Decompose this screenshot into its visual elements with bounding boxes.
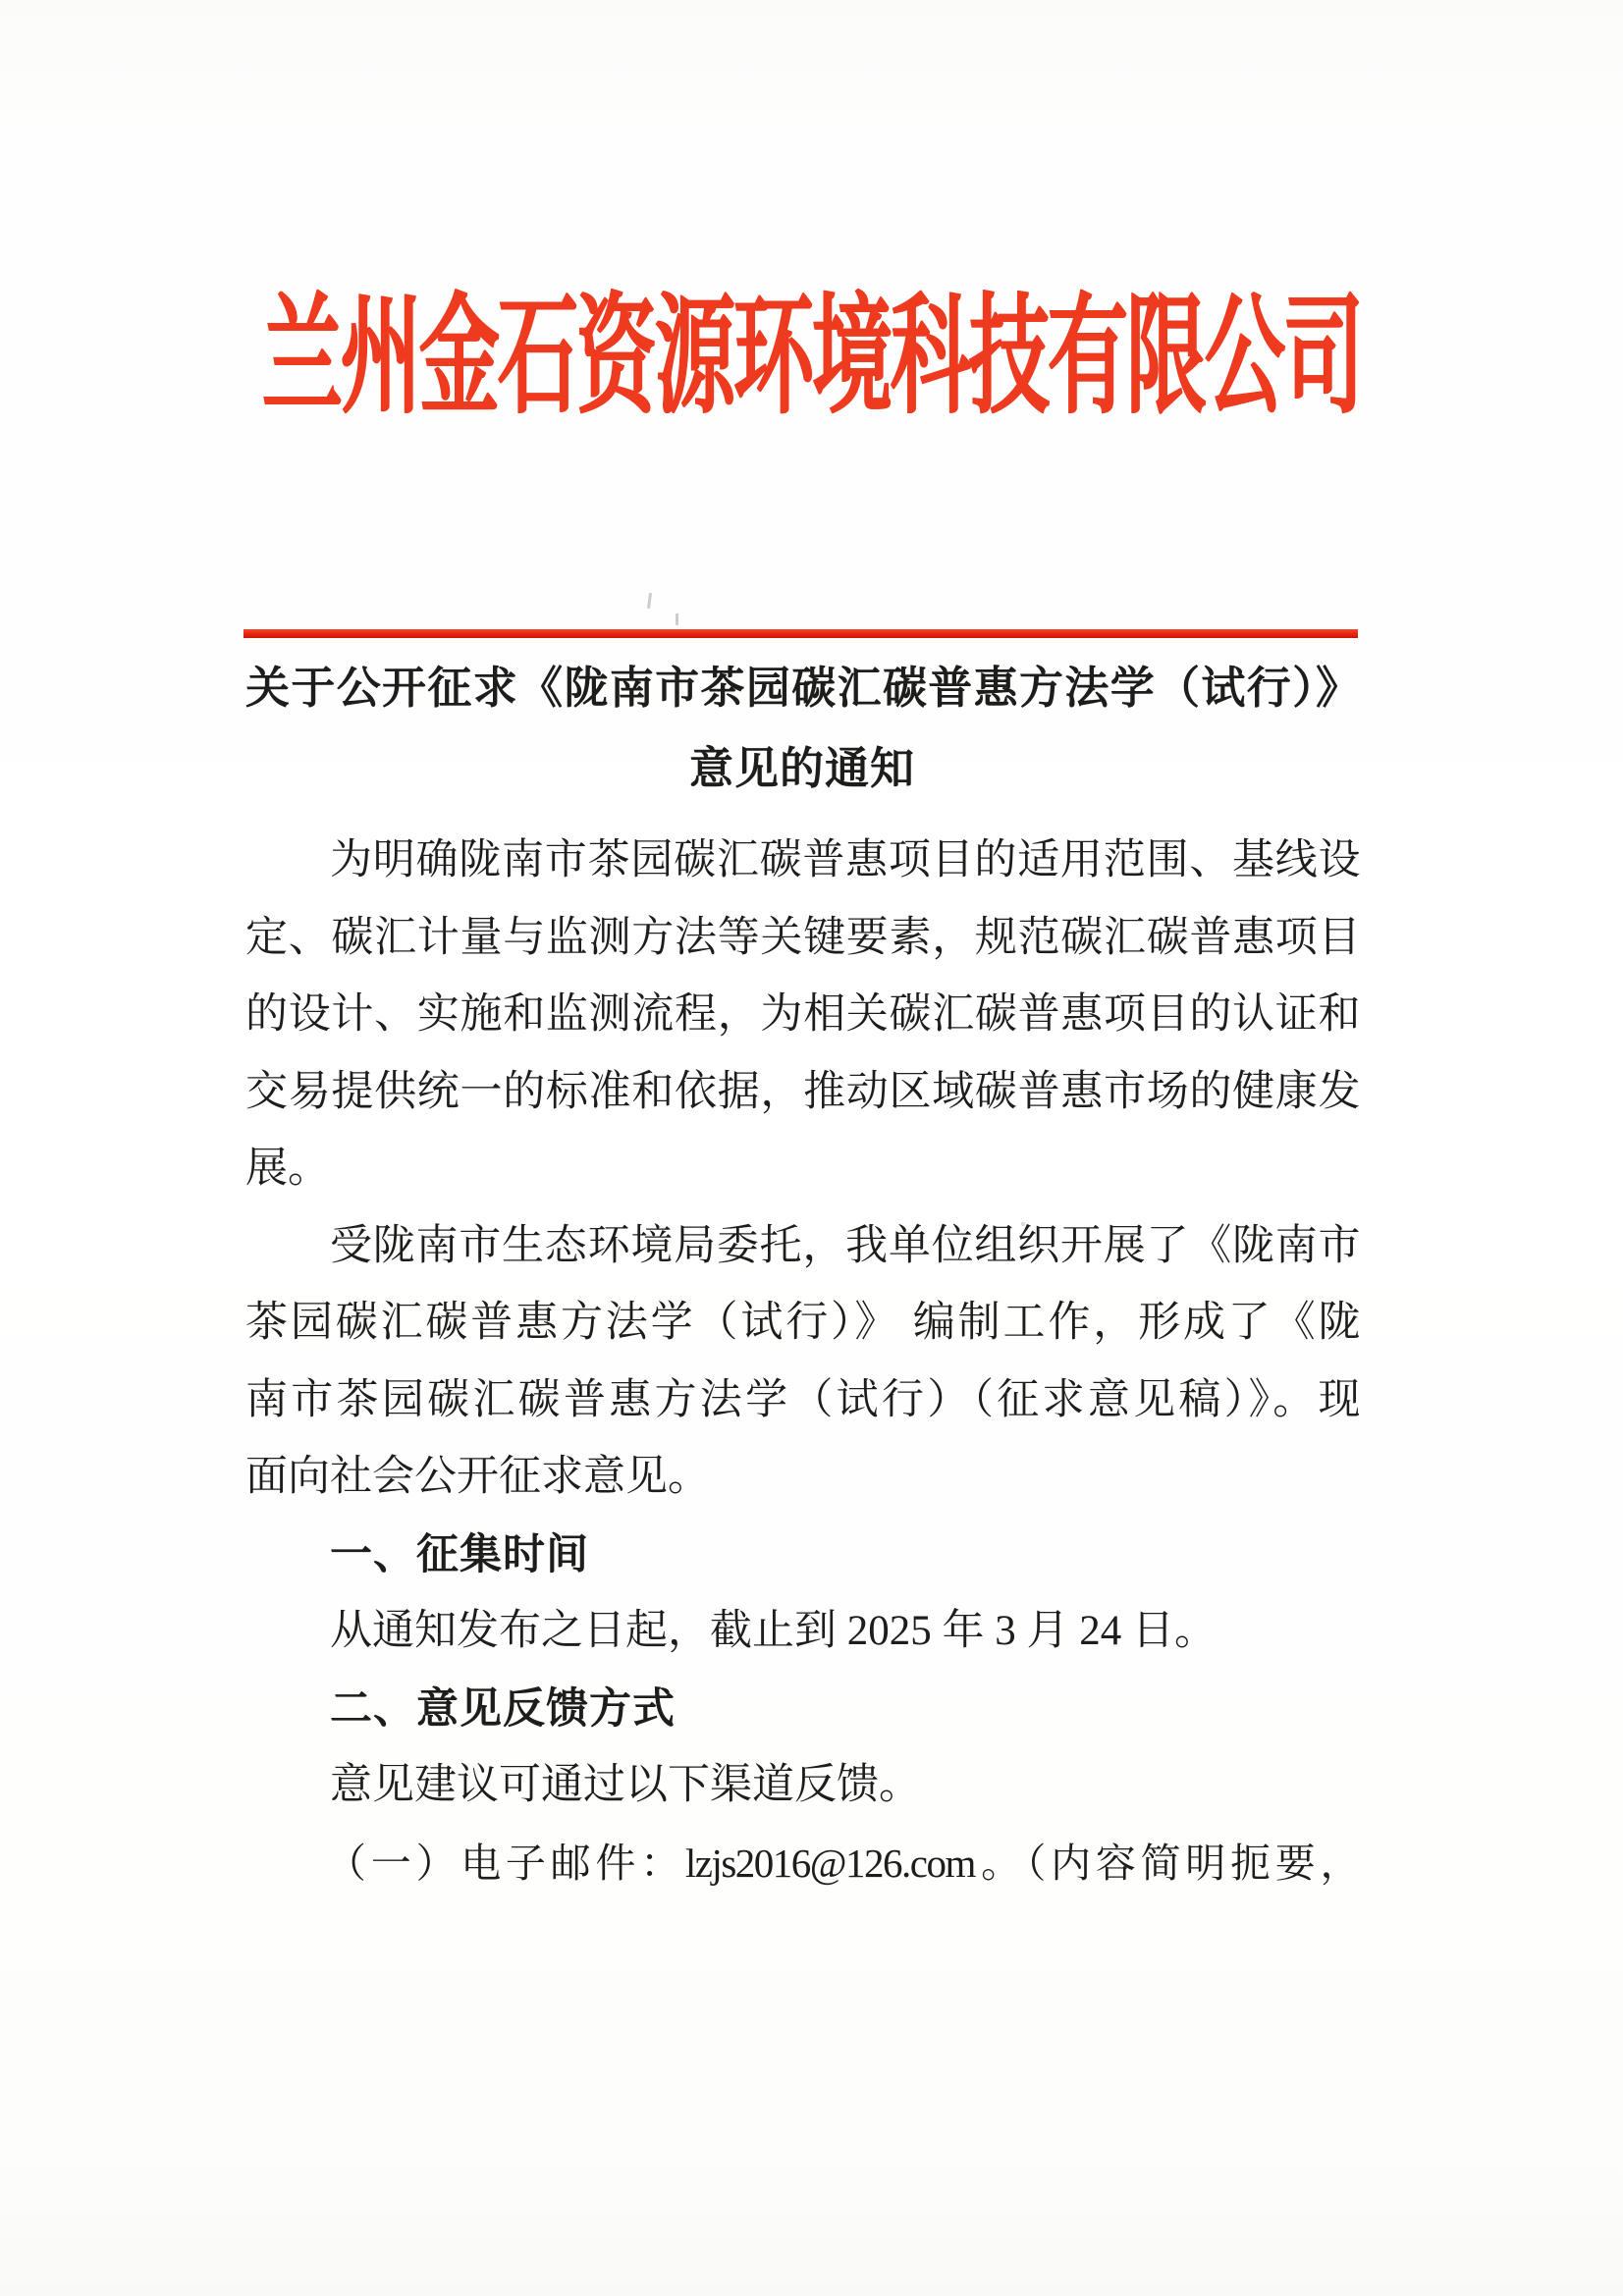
body-line: 展。 [245,1146,330,1192]
scan-speck [1021,1222,1025,1226]
body-line: 茶园碳汇碳普惠方法学（试行）》 编制工作，形成了《陇 [245,1300,1359,1346]
body-line: 意见建议可通过以下渠道反馈。 [330,1762,921,1808]
company-name: 兰州金石资源环境科技有限公司 [261,285,1362,430]
body-line: 的设计、实施和监测流程，为相关碳汇碳普惠项目的认证和 [245,991,1359,1038]
company-letterhead [0,287,1623,434]
section-heading-feedback-method: 二、意见反馈方式 [330,1684,676,1733]
document-title [245,648,1359,809]
section-heading-collection-time: 一、征集时间 [330,1530,589,1578]
body-line: 南市茶园碳汇碳普惠方法学（试行）（征求意见稿）》。现 [245,1376,1359,1423]
document-title-line-2: 意见的通知 [688,744,915,793]
body-line: 交易提供统一的标准和依据，推动区域碳普惠市场的健康发 [245,1068,1359,1115]
body-line: 受陇南市生态环境局委托，我单位组织开展了《陇南市 [330,1222,1359,1269]
body-line: 为明确陇南市茶园碳汇碳普惠项目的适用范围、基线设 [330,837,1359,883]
body-line: 定、碳汇计量与监测方法等关键要素，规范碳汇碳普惠项目 [245,914,1359,961]
document-title-line-1: 关于公开征求《陇南市茶园碳汇碳普惠方法学（试行）》 [245,664,1359,713]
email-line: （一）电子邮件：lzjs2016@126.com。（内容简明扼要， [326,1840,1359,1886]
body-line: 面向社会公开征求意见。 [245,1454,710,1500]
scan-speck [647,593,652,609]
red-rule-divider [243,629,1358,638]
scan-speck [676,614,678,625]
deadline-line: 从通知发布之日起，截止到 2025 年 3 月 24 日。 [330,1608,1217,1654]
document-body [245,823,1359,1901]
